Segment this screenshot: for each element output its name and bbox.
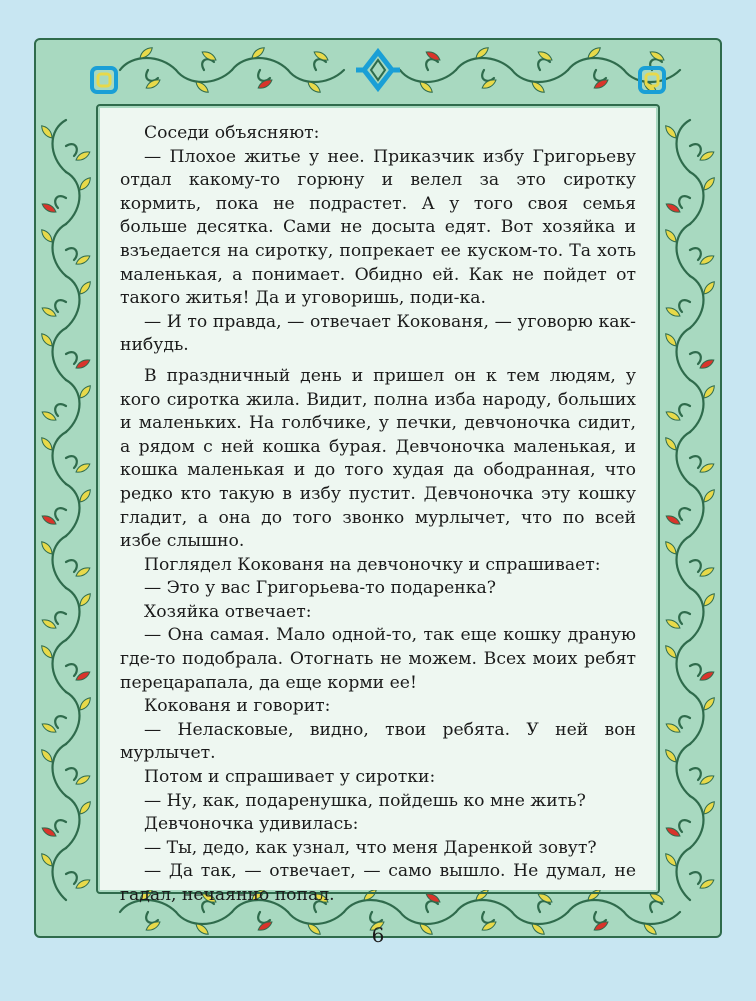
- story-text: [120, 122, 636, 908]
- paragraph: Девчоночка удивилась:: [144, 814, 359, 835]
- paragraph: Соседи объясняют:: [144, 123, 320, 143]
- paragraph: — Ну, как, подаренушка, пойдешь ко мне жить?: [144, 790, 586, 811]
- knot-emblem-icon: [356, 52, 400, 88]
- text-panel: [100, 108, 656, 905]
- corner-knot-top-left: [92, 68, 116, 92]
- paragraph: — Неласковые, видно, твои ребята. У ней вон мурлычет.: [120, 719, 636, 764]
- paragraph: Кокованя и говорит:: [144, 696, 331, 717]
- paragraph: Хозяйка отвечает:: [144, 601, 312, 622]
- paragraph: — Плохое житье у нее. Приказчик избу Григорьеву отдал какому-то горюну и велел за это сиротку кормить, пока не подрастет. А у того своя семья больше десятка. Сами не досыта едят. Вот хозяйка и взъедается на сиротку, попрекает ее куском-то. Та хоть маленькая, а понимает. Обидно ей. Как не пойдет от такого житья! Да и уговоришь, поди-ка.: [120, 146, 636, 309]
- paragraph: — Ты, дедо, как узнал, что меня Даренкой зовут?: [144, 837, 597, 858]
- paragraph: Потом и спрашивает у сиротки:: [144, 767, 436, 788]
- paragraph: — Она самая. Мало одной-то, так еще кошку драную где-то подобрала. Отогнать не можем. Всех моих ребят перецарапала, да еще корми ее!: [120, 625, 636, 693]
- page-number: 6: [371, 923, 385, 947]
- paragraph: Поглядел Кокованя на девчоночку и спрашивает:: [144, 554, 601, 575]
- paragraph: — Это у вас Григорьева-то подаренка?: [144, 578, 496, 599]
- paragraph: — И то правда, — отвечает Кокованя, — уговорю как-нибудь.: [120, 311, 636, 356]
- paragraph: В праздничный день и пришел он к тем людям, у кого сиротка жила. Видит, полна изба народу, больших и маленьких. На голбчике, у печки, девчоночка сидит, а рядом с ней кошка бурая. Девчоночка маленькая, и кошка маленькая и до того худая да ободранная, что редко кто такую в избу пустит. Девчоночка эту кошку гладит, а она до того звонко мурлычет, что по всей избе слышно.: [120, 365, 636, 552]
- paragraph: — Да так, — отвечает, — само вышло. Не думал, не гадал, нечаянно попал.: [120, 861, 636, 905]
